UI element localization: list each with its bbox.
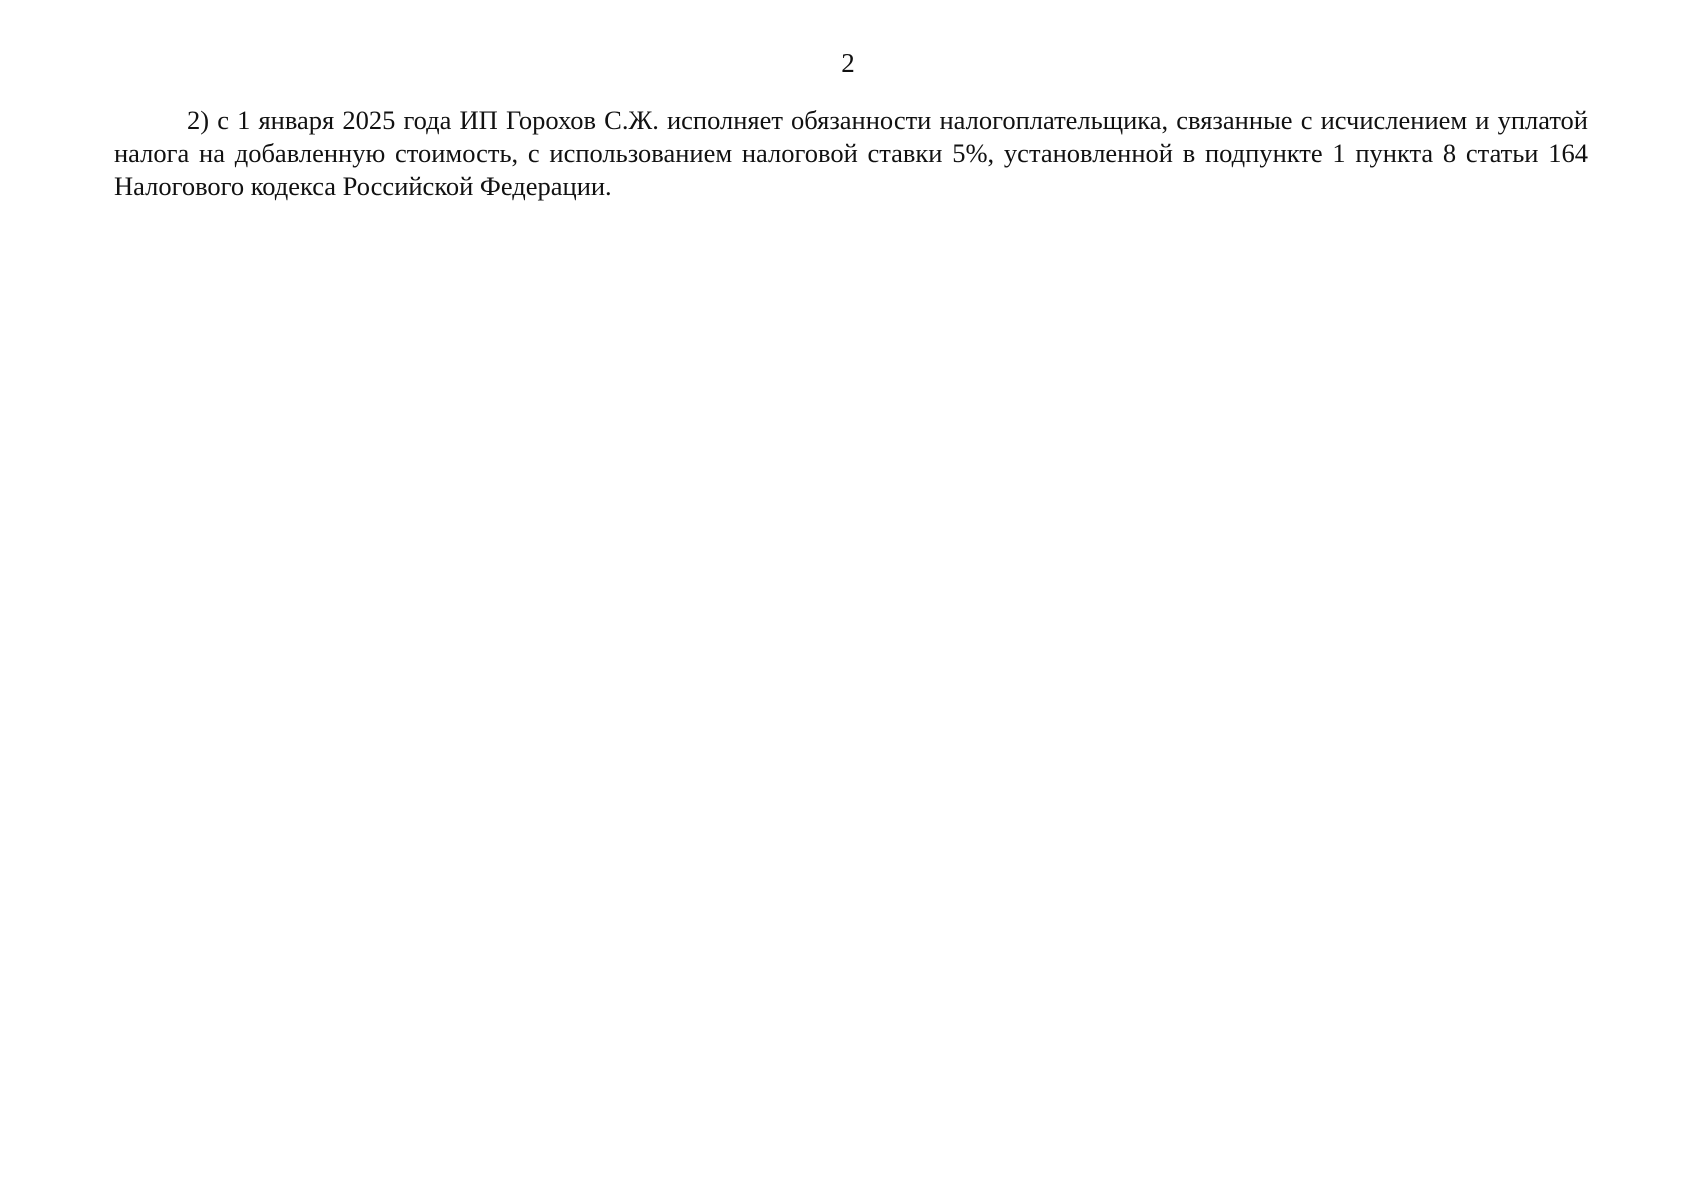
page-number: 2	[841, 48, 855, 78]
body-paragraph: 2) с 1 января 2025 года ИП Горохов С.Ж. исполняет обязанности налогоплательщика, связанные с исчислением и уплатой налога на добавленную стоимость, с использованием налоговой ставки 5%, установленной в подпункте 1 пункта 8 статьи 164 Налогового кодекса Российской Федерации.	[114, 105, 1588, 201]
